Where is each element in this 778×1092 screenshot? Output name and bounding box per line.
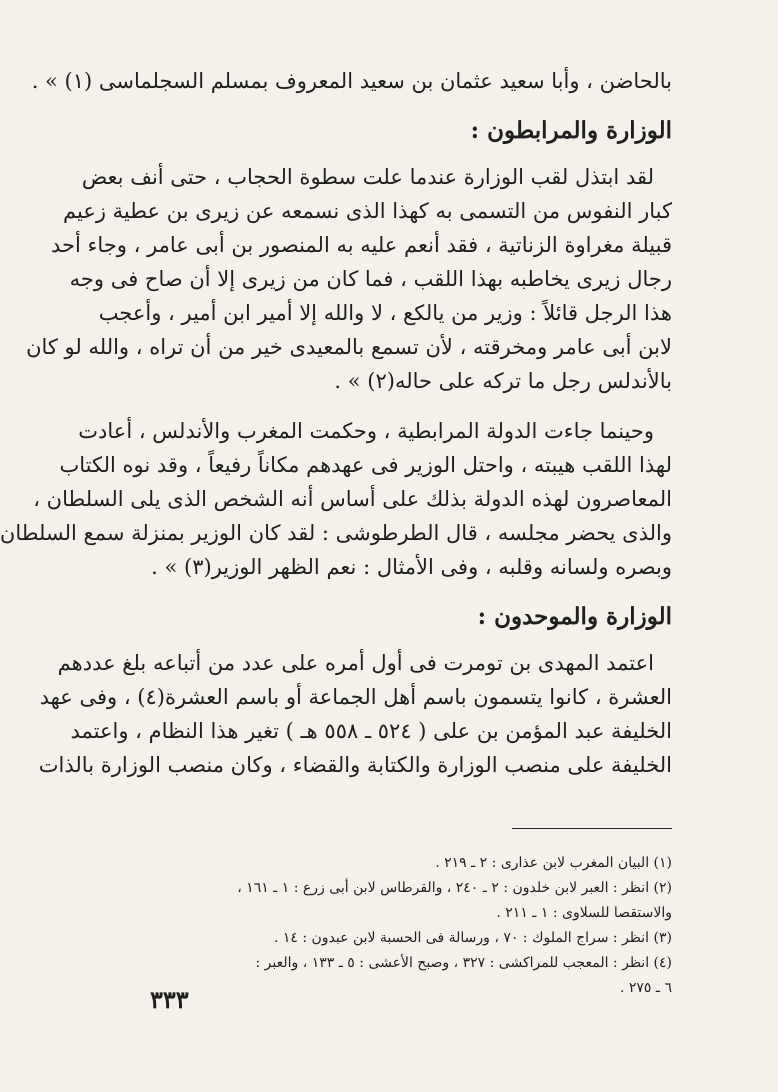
almoravids-paragraph-1-line-3: قبيلة مغراوة الزناتية ، فقد أنعم عليه به المنصور بن أبى عامر ، وجاء أحد	[51, 233, 672, 257]
footnotes	[151, 851, 672, 1001]
almohads-paragraph-1-line-3: الخليفة عبد المؤمن بن على ( ٥٢٤ ـ ٥٥٨ هـ ) تغير هذا النظام ، واعتمد	[70, 719, 672, 743]
section-almohads	[38, 600, 672, 782]
almoravids-paragraph-2-line-3: المعاصرون لهذه الدولة بذلك على أساس أنه الشخص الذى يلى السلطان ،	[33, 487, 672, 511]
almoravids-paragraph-1-line-1: لقد ابتذل لقب الوزارة عندما علت سطوة الحجاب ، حتى أنف بعض	[81, 165, 654, 189]
almohads-paragraph-1-line-4: الخليفة على منصب الوزارة والكتابة والقضاء ، وكان منصب الوزارة بالذات	[38, 753, 672, 777]
footnote-line-4: (٣) انظر : سراج الملوك : ٧٠ ، ورسالة فى الحسبة لابن عبدون : ١٤ .	[273, 930, 672, 946]
almohads-paragraph-1-line-1: اعتمد المهدى بن تومرت فى أول أمره على عدد من أتباعه بلغ عددهم	[57, 651, 654, 675]
almoravids-paragraph-1-line-4: رجال زيرى يخاطبه بهذا اللقب ، فما كان من زيرى إلا أن صاح فى وجه	[69, 267, 672, 291]
almoravids-paragraph-2	[0, 414, 672, 584]
almoravids-paragraph-1-line-2: كبار النفوس من التسمى به كهذا الذى نسمعه عن زيرى بن عطية زعيم	[63, 199, 672, 223]
almoravids-paragraph-2-line-1: وحينما جاءت الدولة المرابطية ، وحكمت المغرب والأندلس ، أعادت	[78, 419, 654, 443]
almohads-paragraph-1-line-2: العشرة ، كانوا يتسمون باسم أهل الجماعة أو باسم العشرة(٤) ، وفى عهد	[39, 685, 672, 709]
section-heading-almohads: الوزارة والموحدون :	[477, 603, 672, 630]
almoravids-paragraph-2-line-5: وبصره ولسانه وقلبه ، وفى الأمثال : نعم الظهر الوزير(٣) » .	[151, 555, 672, 579]
almoravids-paragraph-1-line-6: لابن أبى عامر ومخرقته ، لأن تسمع بالمعيدى خير من أن تراه ، والله لو كان	[26, 335, 672, 359]
footnote-line-3: والاستقصا للسلاوى : ١ ـ ٢١١ .	[496, 905, 672, 921]
page-number: ٣٣٣	[150, 985, 189, 1014]
almoravids-paragraph-1-line-7: بالأندلس رجل ما تركه على حاله(٢) » .	[334, 369, 672, 393]
almoravids-paragraph-2-line-4: والذى يحضر مجلسه ، قال الطرطوشى : لقد كان الوزير بمنزلة سمع السلطان	[0, 521, 672, 545]
section-almoravids	[0, 114, 672, 584]
almohads-paragraph-1	[38, 646, 672, 782]
footnote-line-6: ٦ ـ ٢٧٥ .	[619, 980, 672, 996]
footnote-line-1: (١) البيان المغرب لابن عذارى : ٢ ـ ٢١٩ .	[435, 855, 672, 871]
footnote-line-2: (٢) انظر : العبر لابن خلدون : ٢ ـ ٢٤٠ ، والقرطاس لابن أبى زرع : ١ ـ ١٦١ ،	[237, 880, 672, 896]
section-heading-almoravids: الوزارة والمرابطون :	[470, 117, 672, 144]
footnote-line-5: (٤) انظر : المعجب للمراكشى : ٣٢٧ ، وصبح الأعشى : ٥ ـ ١٣٣ ، والعبر :	[255, 955, 672, 971]
almoravids-paragraph-1-line-5: هذا الرجل قائلاً : وزير من يالكع ، لا والله إلا أمير ابن أمير ، وأعجب	[98, 301, 672, 325]
intro-line: بالحاضن ، وأبا سعيد عثمان بن سعيد المعروف بمسلم السجلماسى (١) » .	[31, 69, 672, 93]
footnote-divider	[512, 828, 672, 829]
almoravids-paragraph-1	[26, 160, 672, 398]
almoravids-paragraph-2-line-2: لهذا اللقب هيبته ، واحتل الوزير فى عهدهم مكاناً رفيعاً ، وقد نوه الكتاب	[59, 453, 672, 477]
